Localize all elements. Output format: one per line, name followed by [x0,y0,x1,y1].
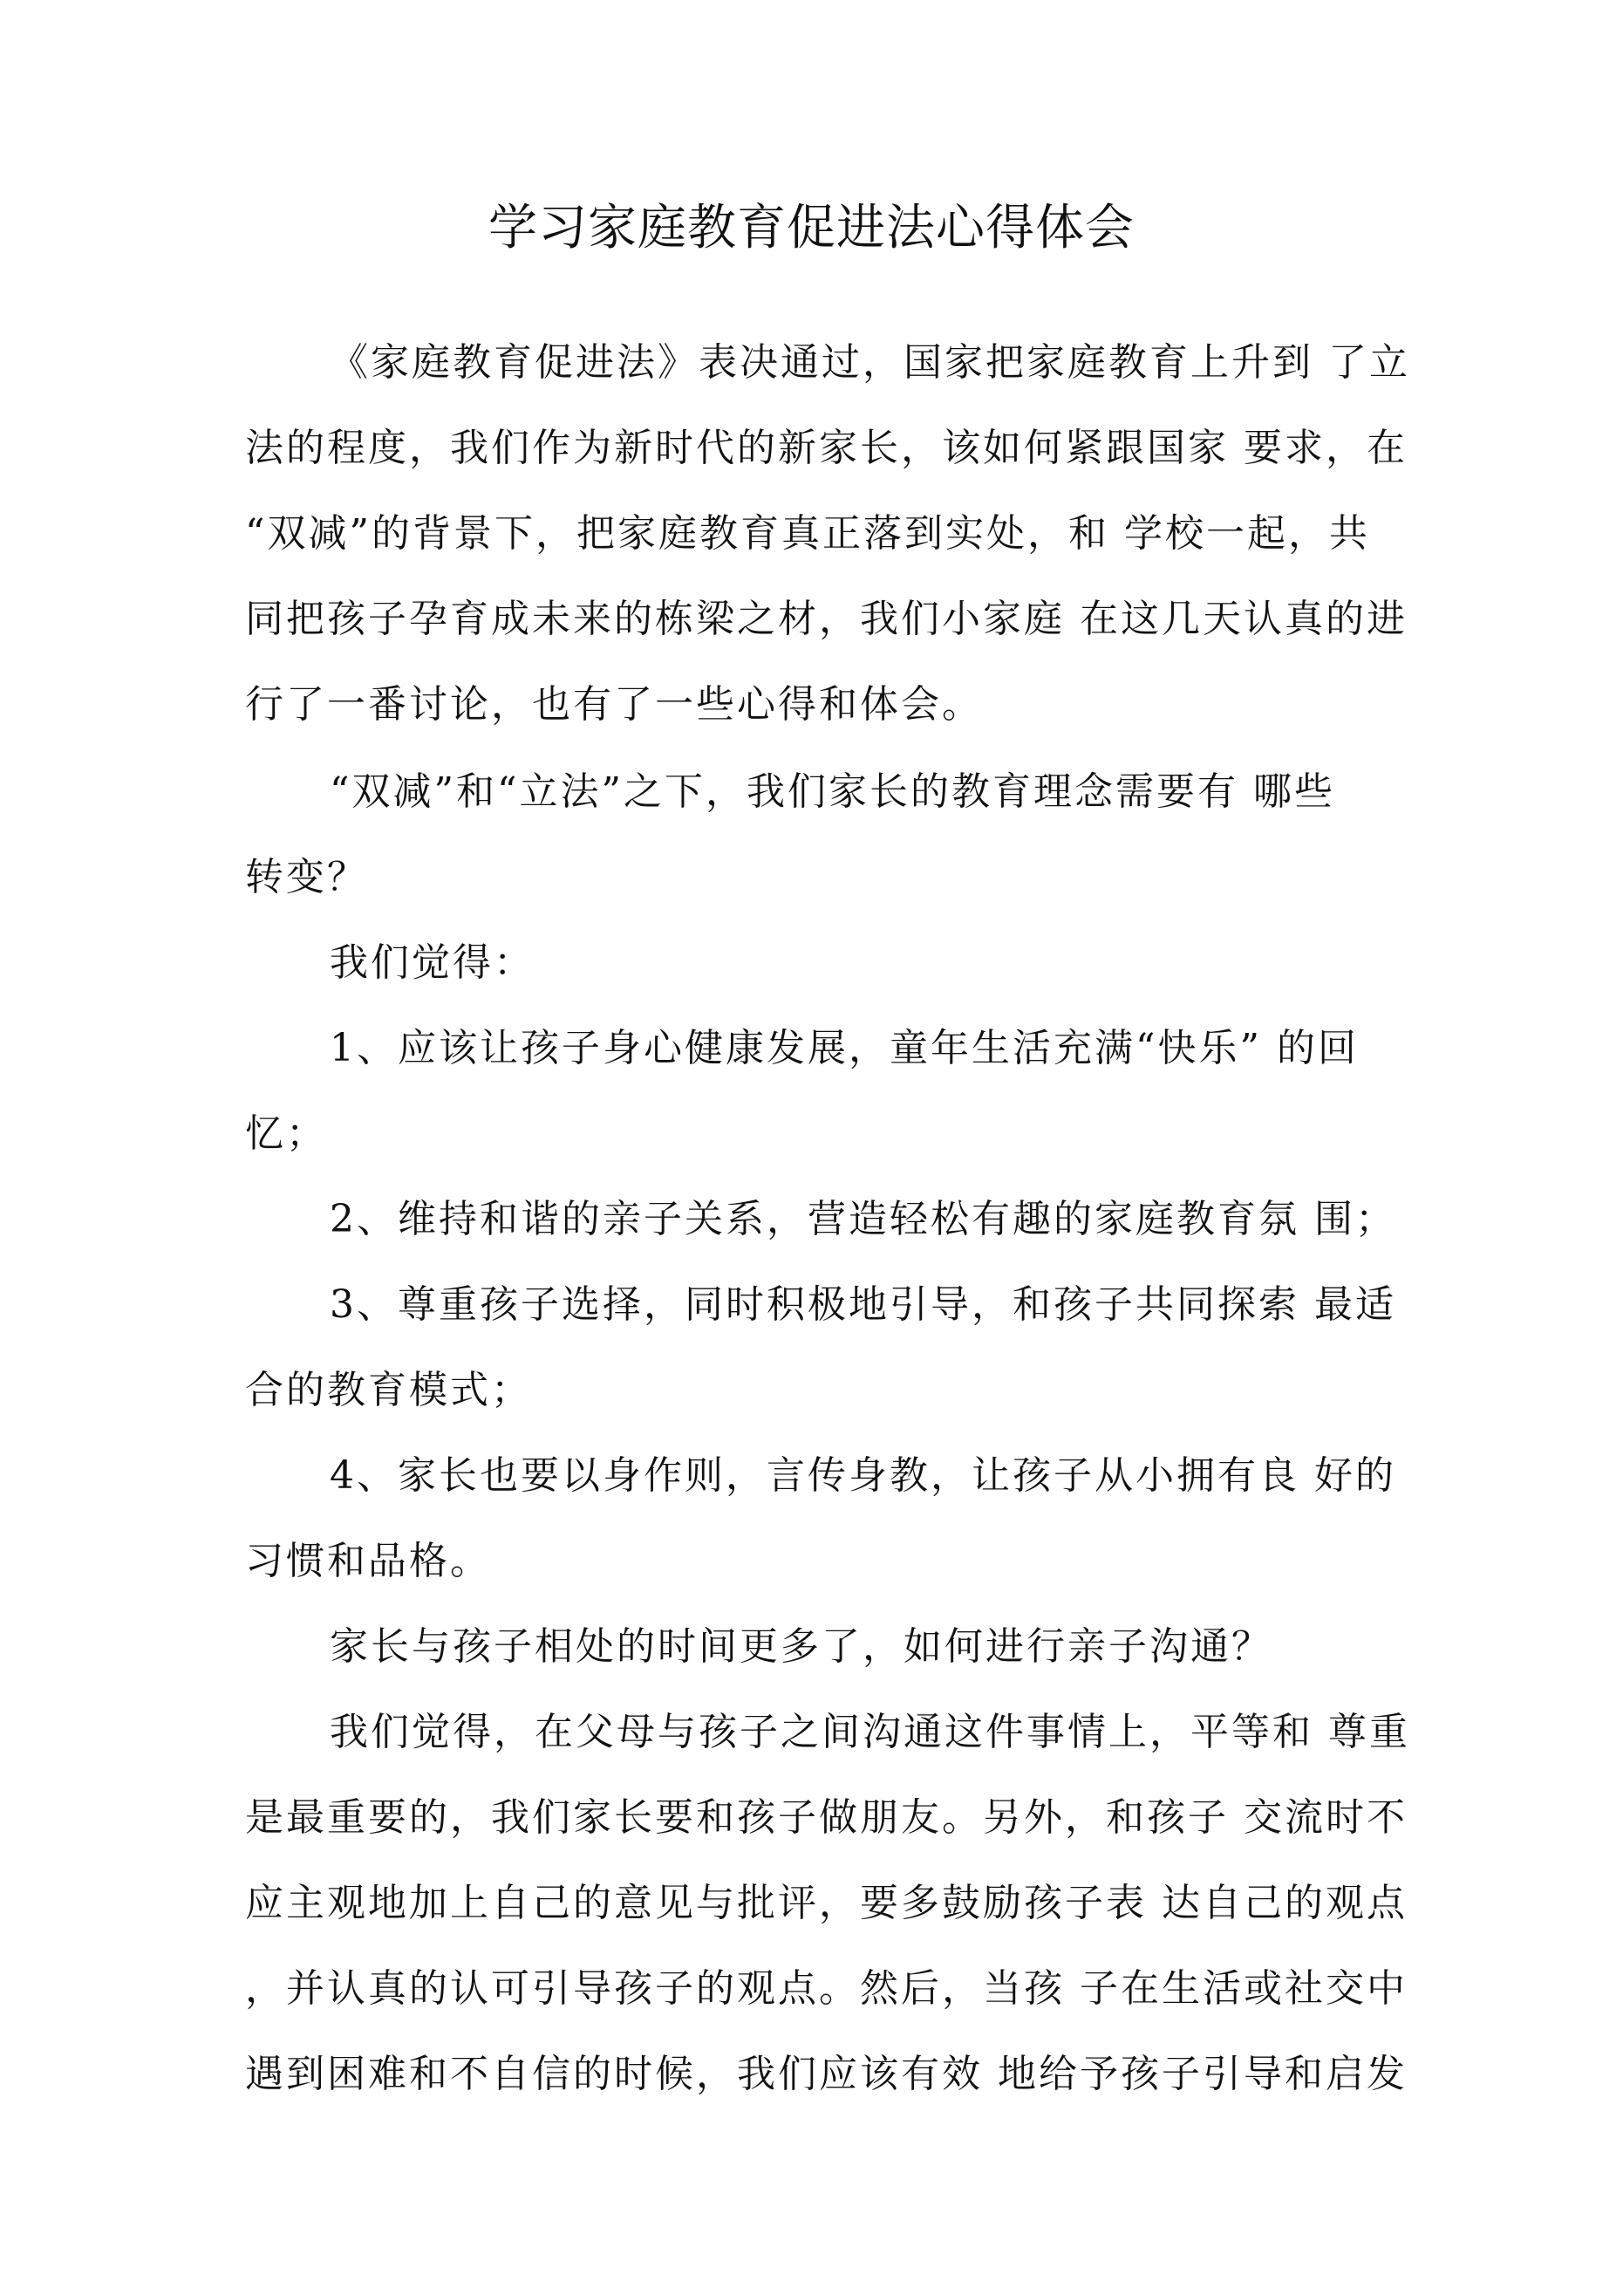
text-line: 《家庭教育促进法》表决通过，国家把家庭教育上升到 了立 [330,340,1410,385]
text-line: 法的程度，我们作为新时代的新家长，该如何紧跟国家 要求，在 [245,426,1408,470]
text-line: “双减”和“立法”之下，我们家长的教育理念需要有 哪些 [330,769,1335,814]
document-title: 学习家庭教育促进法心得体会 [488,200,1135,256]
text-line: 是最重要的，我们家长要和孩子做朋友。另外，和孩子 交流时不 [245,1795,1408,1840]
text-line: 转变？ [245,855,368,899]
text-line: 4、家长也要以身作则，言传身教，让孩子从小拥有良 好的 [330,1453,1396,1498]
text-line: 忆； [245,1111,327,1156]
text-line: 同把孩子孕育成未来的栋梁之材，我们小家庭 在这几天认真的进 [245,597,1408,641]
text-line: 1、应该让孩子身心健康发展，童年生活充满“快乐” 的回 [330,1026,1359,1070]
text-line: “双减”的背景下，把家庭教育真正落到实处，和 学校一起，共 [245,511,1370,556]
text-line: 合的教育模式； [245,1368,532,1412]
text-line: 应主观地加上自己的意见与批评，要多鼓励孩子表 达自己的观点 [245,1881,1408,1925]
text-line: 习惯和品格。 [245,1539,491,1583]
text-line: 3、尊重孩子选择，同时积极地引导，和孩子共同探索 最适 [330,1282,1396,1327]
text-line: 行了一番讨论，也有了一些心得和体会。 [245,682,983,727]
text-line: 家长与孩子相处的时间更多了，如何进行亲子沟通？ [330,1624,1272,1669]
text-line: 2、维持和谐的亲子关系，营造轻松有趣的家庭教育氛 围； [330,1197,1396,1241]
text-line: 我们觉得： [330,940,535,985]
text-line: 我们觉得，在父母与孩子之间沟通这件事情上，平等和 尊重 [330,1710,1410,1754]
text-line: ，并认真的认可引导孩子的观点。然后，当孩 子在生活或社交中 [245,1966,1408,2011]
text-line: 遇到困难和不自信的时候，我们应该有效 地给予孩子引导和启发 [245,2052,1408,2096]
